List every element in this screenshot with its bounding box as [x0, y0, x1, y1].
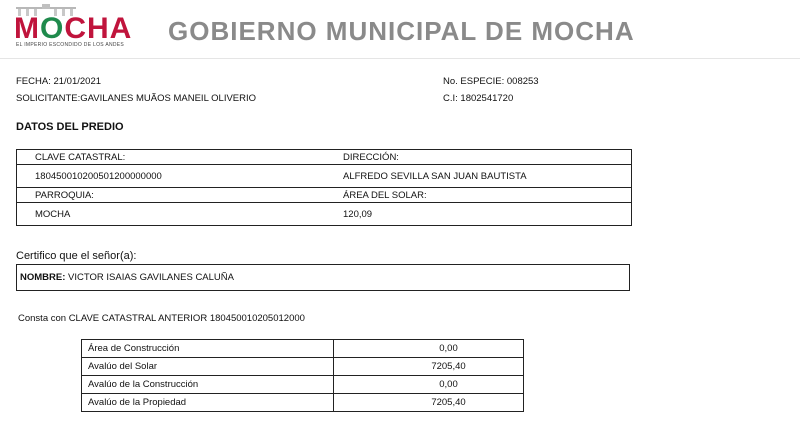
table-row	[82, 340, 524, 358]
avaluo-label: Área de Construcción	[82, 340, 334, 358]
nombre-value: VICTOR ISAIAS GAVILANES CALUÑA	[65, 272, 234, 283]
table-row	[82, 394, 524, 412]
predio-header-row-2	[17, 188, 632, 203]
predio-header-row	[17, 150, 632, 165]
clave-label: CLAVE CATASTRAL:	[17, 150, 326, 165]
fecha-field: FECHA: 21/01/2021	[16, 76, 102, 87]
avaluo-value: 0,00	[334, 376, 524, 394]
parroquia-value: MOCHA	[35, 208, 71, 220]
document-header	[0, 0, 800, 62]
logo-wordmark: MOCHA	[14, 12, 133, 45]
avaluo-label: Avalúo de la Construcción	[82, 376, 334, 394]
avaluo-value: 7205,40	[334, 358, 524, 376]
nombre-box	[16, 264, 630, 291]
logo-tagline: EL IMPERIO ESCONDIDO DE LOS ANDES	[16, 42, 125, 48]
mocha-logo	[14, 2, 138, 54]
area-value: 120,09	[343, 208, 373, 220]
avaluo-label: Avalúo del Solar	[82, 358, 334, 376]
header-divider	[0, 58, 800, 59]
consta-text: Consta con CLAVE CATASTRAL ANTERIOR 180450010205012000	[18, 313, 305, 324]
avaluo-value: 0,00	[334, 340, 524, 358]
avaluo-label: Avalúo de la Propiedad	[82, 394, 334, 412]
nombre-label: NOMBRE:	[20, 272, 66, 283]
ci-field: C.I: 1802541720	[443, 93, 514, 104]
predio-value-row	[17, 165, 632, 188]
avaluo-table	[81, 339, 524, 412]
avaluo-value: 7205,40	[334, 394, 524, 412]
certifico-text: Certifico que el señor(a):	[16, 250, 137, 262]
predio-value-row-2	[17, 203, 632, 226]
table-row	[82, 376, 524, 394]
area-label: ÁREA DEL SOLAR:	[325, 188, 632, 203]
table-row	[82, 358, 524, 376]
especie-field: No. ESPECIE: 008253	[443, 76, 539, 87]
direccion-value: ALFREDO SEVILLA SAN JUAN BAUTISTA	[343, 170, 527, 182]
parroquia-label: PARROQUIA:	[17, 188, 326, 203]
solicitante-field: SOLICITANTE:GAVILANES MUÃOS MANEIL OLIVERIO	[16, 93, 257, 104]
clave-value: 180450010200501200000000	[35, 170, 162, 182]
direccion-label: DIRECCIÓN:	[325, 150, 632, 165]
document-title: GOBIERNO MUNICIPAL DE MOCHA	[168, 16, 635, 46]
predio-table	[16, 149, 632, 226]
section-title-predio: DATOS DEL PREDIO	[16, 121, 124, 133]
